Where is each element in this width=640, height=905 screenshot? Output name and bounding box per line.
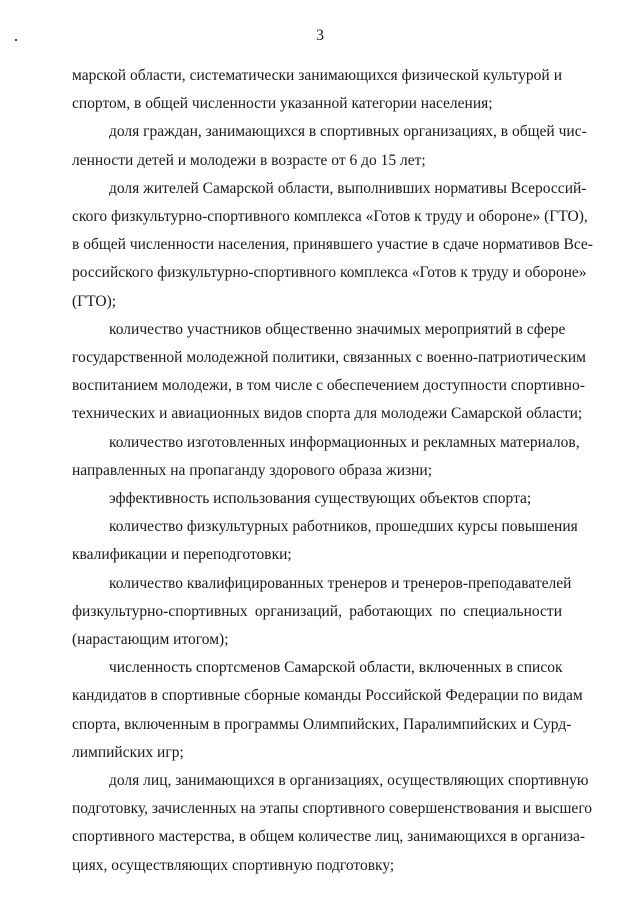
list-paragraph	[72, 654, 583, 767]
paragraph-continuation	[72, 62, 562, 118]
list-paragraph	[72, 429, 580, 485]
text-line: (ГТО);	[72, 292, 117, 310]
text-line: доля жителей Самарской области, выполнивших нормативы Всероссий-	[109, 179, 587, 197]
list-paragraph	[72, 767, 593, 880]
text-line: воспитанием молодежи, в том числе с обеспечением доступности спортивно-	[72, 377, 585, 395]
text-line: количество изготовленных информационных и рекламных материалов,	[109, 433, 580, 451]
text-line: технических и авиационных видов спорта для молодежи Самарской области;	[72, 405, 583, 423]
text-line: доля граждан, занимающихся в спортивных организациях, в общей чис-	[109, 123, 587, 141]
text-line: кандидатов в спортивные сборные команды Российской Федерации по видам	[72, 687, 583, 705]
text-line: доля лиц, занимающихся в организациях, осуществляющих спортивную	[109, 772, 589, 790]
text-line: российского физкультурно-спортивного комплекса «Готов к труду и обороне»	[72, 264, 587, 282]
list-paragraph	[72, 513, 578, 569]
text-line: количество участников общественно значимых мероприятий в сфере	[109, 320, 566, 338]
text-line: государственной молодежной политики, связанных с военно-патриотическим	[72, 349, 586, 367]
text-line: в общей численности населения, принявшего участие в сдаче нормативов Все-	[72, 236, 593, 254]
text-line: лимпийских игр;	[72, 743, 184, 761]
list-paragraph	[72, 118, 587, 174]
text-line: количество физкультурных работников, прошедших курсы повышения	[109, 518, 578, 536]
text-line: количество квалифицированных тренеров и тренеров-преподавателей	[109, 574, 572, 592]
text-line: (нарастающим итогом);	[72, 631, 229, 649]
text-line: физкультурно-спортивных организаций, работающих по специальности	[72, 602, 562, 620]
list-paragraph	[72, 175, 593, 316]
text-line: численность спортсменов Самарской области, включенных в список	[109, 659, 563, 677]
page-number: 3	[316, 27, 324, 44]
text-line: марской области, систематически занимающихся физической культурой и	[72, 67, 562, 84]
list-paragraph	[72, 485, 562, 513]
text-line: квалификации и переподготовки;	[72, 546, 292, 564]
text-line: спортивного мастерства, в общем количестве лиц, занимающихся в организа-	[72, 828, 586, 846]
document-body	[72, 62, 593, 880]
text-line: спортом, в общей численности указанной категории населения;	[72, 95, 493, 113]
list-paragraph	[72, 316, 586, 429]
text-line: ского физкультурно-спортивного комплекса «Готов к труду и обороне» (ГТО),	[72, 208, 588, 226]
text-line: спорта, включенным в программы Олимпийских, Паралимпийских и Сурд-	[72, 715, 572, 733]
list-paragraph	[72, 570, 572, 655]
text-line: циях, осуществляющих спортивную подготовку;	[72, 856, 395, 874]
text-line: ленности детей и молодежи в возрасте от 6 до 15 лет;	[72, 151, 426, 169]
text-line: эффективность использования существующих объектов спорта;	[109, 490, 532, 508]
text-line: направленных на пропаганду здорового образа жизни;	[72, 461, 433, 479]
text-line: подготовку, зачисленных на этапы спортивного совершенствования и высшего	[72, 800, 593, 818]
